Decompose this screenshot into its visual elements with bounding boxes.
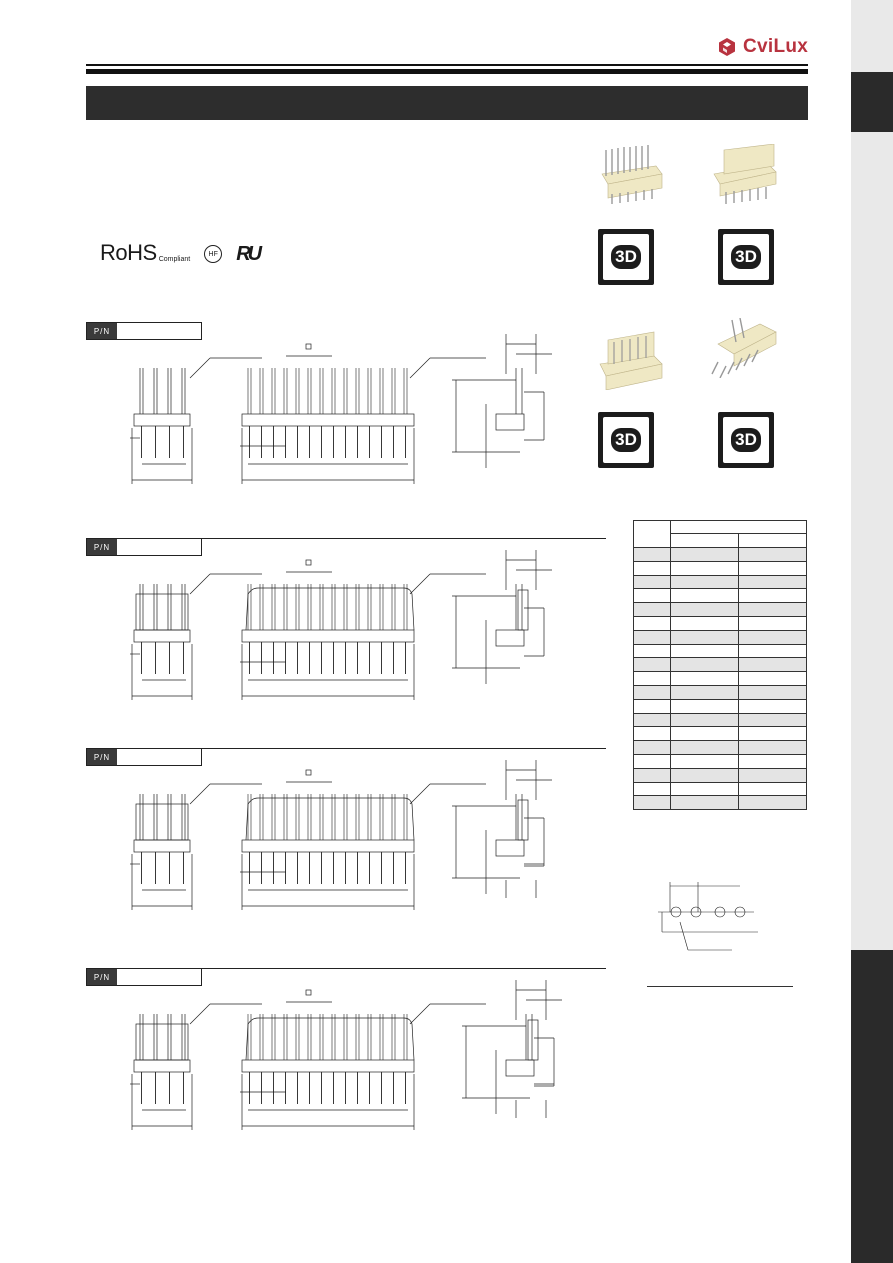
table-row [634,796,807,810]
pn-label: P/N [87,969,117,985]
table-row [634,754,807,768]
table-row [634,768,807,782]
table-row [634,672,807,686]
table-row [634,644,807,658]
halogen-free-icon: HF [204,245,222,263]
pn-label: P/N [87,323,117,339]
cad-3d-label: 3D [611,245,641,269]
pcb-layout-diagram [650,878,760,958]
table-row [634,782,807,796]
connector-photo-4 [710,318,780,378]
dimension-table [633,520,807,810]
side-tab-marker-bottom [851,950,893,1263]
rohs-logo [100,240,190,266]
table-row [634,561,807,575]
connector-photo-2 [710,144,780,204]
table-row [634,727,807,741]
table-row [634,658,807,672]
table-row [634,741,807,755]
pn-label: P/N [87,749,117,765]
table-row [634,589,807,603]
rohs-subtext: Compliant [158,256,191,263]
header-rule-thick [86,69,808,74]
brand-name: CviLux [743,36,809,57]
cad-3d-download-icon[interactable] [598,229,654,285]
cad-3d-label: 3D [731,428,761,452]
pcb-layout-caption-rule [647,986,793,987]
technical-drawings [86,320,606,1180]
table-row [634,699,807,713]
ul-recognized-icon: RU [236,243,260,265]
table-row [634,616,807,630]
table-row [634,685,807,699]
side-tab-marker-top [851,72,893,132]
certification-logos [100,240,259,266]
table-row [634,548,807,562]
cvilux-logo-icon [717,37,737,57]
connector-photo-1 [596,144,666,204]
brand-logo [717,36,808,58]
table-row [634,630,807,644]
table-row [634,713,807,727]
cad-3d-download-icon[interactable] [598,412,654,468]
cad-3d-label: 3D [731,245,761,269]
rohs-text: RoHS [100,240,157,265]
connector-photo-3 [596,330,666,390]
table-row [634,603,807,617]
cad-3d-download-icon[interactable] [718,229,774,285]
header-rule-thin [86,64,808,66]
table-row [634,575,807,589]
title-bar [86,86,808,120]
cad-3d-download-icon[interactable] [718,412,774,468]
pn-label: P/N [87,539,117,555]
cad-3d-label: 3D [611,428,641,452]
